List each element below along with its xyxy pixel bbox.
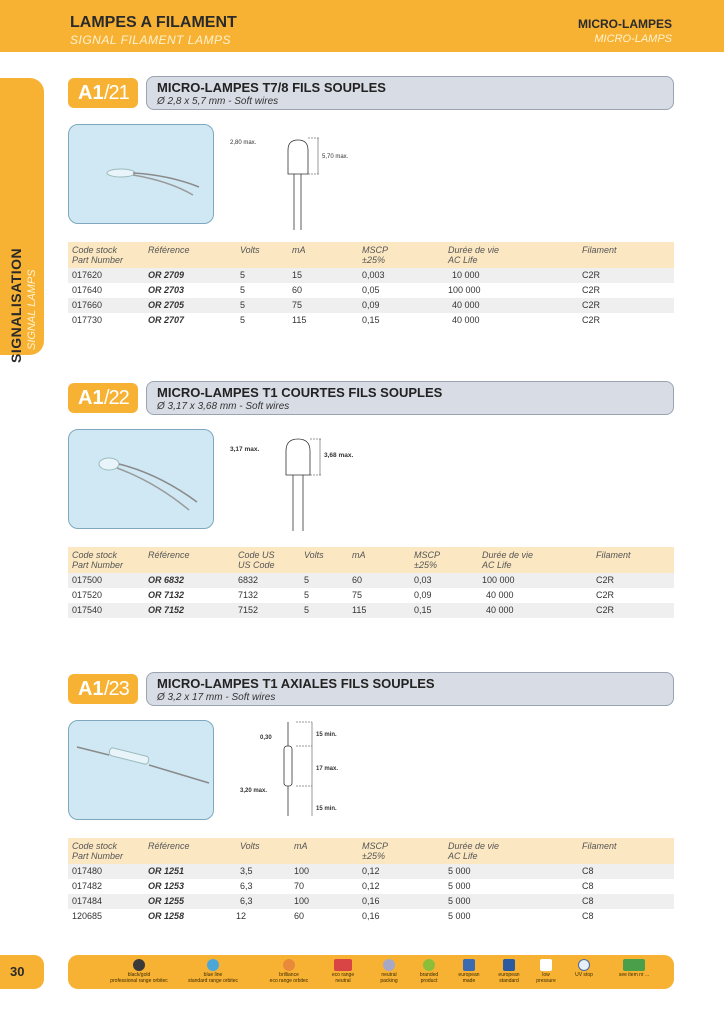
legend-item: european standard — [484, 959, 534, 984]
table-body — [68, 268, 674, 328]
lead-bottom-length-label: 15 min. — [316, 806, 337, 812]
col-header: Référence — [148, 550, 190, 560]
col-header: Durée de vie AC Life — [448, 245, 500, 265]
header-category-subtitle: MICRO-LAMPS — [594, 33, 672, 45]
col-header: mA — [352, 550, 366, 560]
header-title: LAMPES A FILAMENT — [70, 14, 237, 31]
neutral-icon — [383, 959, 395, 971]
product-photo — [68, 720, 214, 820]
col-header: MSCP ±25% — [414, 550, 441, 570]
table-row: 017484 OR 1255 6,3 100 0,16 5 000 C8 — [68, 894, 674, 909]
badge-prefix: A1 — [78, 387, 104, 409]
european-made-icon — [463, 959, 475, 971]
brilliance-icon — [283, 959, 295, 971]
width-dim-label: 2,80 max. — [230, 140, 257, 146]
height-dim-label: 5,70 max. — [322, 154, 349, 160]
col-header: Référence — [148, 841, 190, 851]
blueline-icon — [207, 959, 219, 971]
lamp-photo-icon — [69, 125, 214, 224]
badge-prefix: A1 — [78, 678, 104, 700]
european-standard-icon — [503, 959, 515, 971]
dimension-drawing — [228, 433, 368, 533]
section-a1-22 — [68, 381, 674, 621]
legend-item: branded product — [404, 959, 454, 984]
legend-item: brilliance eco range orbitec — [244, 959, 334, 984]
lamp-photo-icon — [69, 721, 214, 820]
col-header: Volts — [304, 550, 324, 560]
col-header: MSCP ±25% — [362, 841, 389, 861]
section-header — [68, 76, 674, 112]
legend-item: black/gold professional range orbitec — [94, 959, 184, 984]
lead-diameter-label: 0,30 — [260, 735, 272, 741]
body-diameter-label: 3,20 max. — [240, 788, 268, 794]
badge-number: /23 — [104, 678, 129, 700]
section-header — [68, 672, 674, 708]
lead-top-length-label: 15 min. — [316, 732, 337, 738]
section-subtitle: Ø 3,17 x 3,68 mm - Soft wires — [157, 401, 290, 412]
table-row: 017640 OR 2703 5 60 0,05 100 000 C2R — [72, 285, 601, 295]
legend-item: see item nr ... — [604, 959, 664, 978]
section-title: MICRO-LAMPES T1 COURTES FILS SOUPLES — [157, 385, 443, 400]
product-photo — [68, 124, 214, 224]
section-subtitle: Ø 3,2 x 17 mm - Soft wires — [157, 692, 276, 703]
section-subtitle: Ø 2,8 x 5,7 mm - Soft wires — [157, 96, 279, 107]
dimension-drawing — [228, 132, 368, 232]
table-row: 017540 OR 7152 7152 5 115 0,15 40 000 C2R — [68, 603, 674, 618]
lamp-photo-icon — [69, 430, 214, 529]
low-pressure-icon — [540, 959, 552, 971]
page-number: 30 — [10, 964, 25, 979]
table-row: 017620 OR 2709 5 15 0,003 10 000 C2R — [68, 268, 674, 283]
table-row: 017660 OR 2705 5 75 0,09 40 000 C2R — [68, 298, 674, 313]
col-header: mA — [294, 841, 308, 851]
branded-icon — [423, 959, 435, 971]
badge-number: /22 — [104, 387, 129, 409]
side-tab-title: SIGNALISATION — [8, 247, 24, 363]
uv-stop-icon — [578, 959, 590, 971]
table-row: 120685 OR 1258 12 60 0,16 5 000 C8 — [72, 911, 594, 921]
col-header: Volts — [240, 841, 260, 851]
section-header — [68, 381, 674, 417]
section-a1-21 — [68, 76, 674, 336]
footer-legend-bar — [68, 955, 674, 989]
legend-item: european made — [444, 959, 494, 984]
badge-number: /21 — [104, 82, 129, 104]
section-badge — [68, 674, 138, 704]
table-row: 017730 OR 2707 5 115 0,15 40 000 C2R — [72, 315, 601, 325]
col-header: Code stock Part Number — [72, 841, 124, 861]
section-title-box — [146, 76, 674, 110]
height-dim-label: 3,68 max. — [324, 452, 354, 459]
body-length-label: 17 max. — [316, 766, 339, 772]
section-title-box — [146, 672, 674, 706]
table-body — [68, 573, 674, 618]
spec-table — [68, 242, 674, 328]
side-tab-subtitle: SIGNAL LAMPS — [26, 269, 38, 350]
legend-item: low pressure — [524, 959, 568, 984]
col-header: Filament — [582, 245, 617, 255]
col-header: Référence — [148, 245, 190, 255]
table-row: 017482 OR 1253 6,3 70 0,12 5 000 C8 — [72, 881, 594, 891]
spec-table — [68, 547, 674, 618]
section-title-box — [146, 381, 674, 415]
table-header — [68, 838, 674, 864]
side-tab — [0, 78, 44, 363]
section-title: MICRO-LAMPES T7/8 FILS SOUPLES — [157, 80, 386, 95]
legend-item: eco range neutral — [318, 959, 368, 984]
blackgold-icon — [133, 959, 145, 971]
badge-prefix: A1 — [78, 82, 104, 104]
col-header: Durée de vie AC Life — [482, 550, 534, 570]
section-badge — [68, 383, 138, 413]
col-header: Durée de vie AC Life — [448, 841, 500, 861]
spec-table — [68, 838, 674, 924]
page-number-tab — [0, 955, 44, 989]
table-header — [68, 547, 674, 573]
legend-item: blue line standard range orbitec — [168, 959, 258, 984]
section-badge — [68, 78, 138, 108]
table-row: 017500 OR 6832 6832 5 60 0,03 100 000 C2R — [68, 573, 674, 588]
table-row: 017480 OR 1251 3,5 100 0,12 5 000 C8 — [68, 864, 674, 879]
col-header: Code US US Code — [238, 550, 275, 570]
legend-item: UV stop — [562, 959, 606, 978]
width-dim-label: 3,17 max. — [230, 446, 260, 453]
col-header: Code stock Part Number — [72, 550, 124, 570]
see-item-icon — [623, 959, 645, 971]
dimension-drawing — [232, 720, 392, 820]
col-header: MSCP ±25% — [362, 245, 389, 265]
page-header — [0, 0, 724, 52]
col-header: mA — [292, 245, 306, 255]
legend-item: neutral packing — [364, 959, 414, 984]
section-title: MICRO-LAMPES T1 AXIALES FILS SOUPLES — [157, 676, 435, 691]
section-a1-23 — [68, 672, 674, 932]
col-header: Filament — [596, 550, 631, 560]
product-photo — [68, 429, 214, 529]
header-category: MICRO-LAMPES — [578, 17, 672, 31]
col-header: Filament — [582, 841, 617, 851]
header-subtitle: SIGNAL FILAMENT LAMPS — [70, 33, 231, 47]
table-header — [68, 242, 674, 268]
table-body — [68, 864, 674, 924]
col-header: Volts — [240, 245, 260, 255]
table-row: 017520 OR 7132 7132 5 75 0,09 40 000 C2R — [72, 590, 615, 600]
eco-icon — [334, 959, 352, 971]
col-header: Code stock Part Number — [72, 245, 124, 265]
